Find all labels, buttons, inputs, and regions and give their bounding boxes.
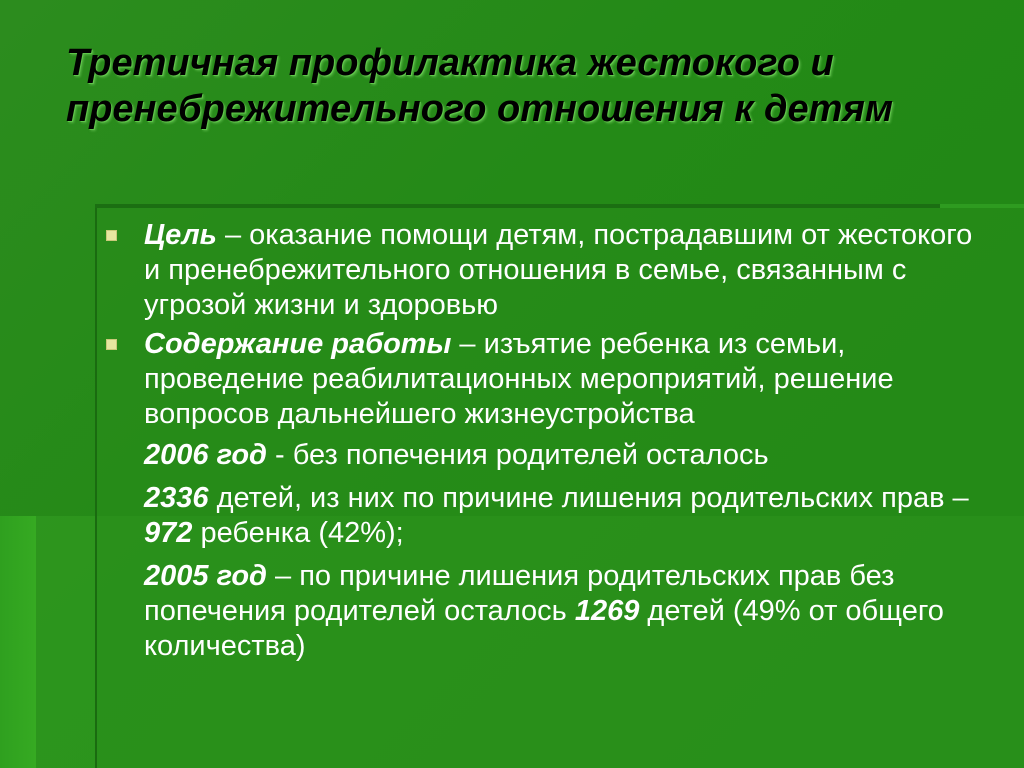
bullet-text: – оказание помощи детям, пострадавшим от жестокого и пренебрежительного отношения в семье, связанным с угрозой жизни и здоровью	[144, 219, 973, 321]
square-bullet-icon	[106, 230, 117, 241]
divider-line	[940, 204, 1024, 208]
slide-title: Третичная профилактика жестокого и пренебрежительного отношения к детям	[66, 42, 893, 130]
stat-text: детей, из них по причине лишения родительских прав –	[208, 482, 969, 514]
bullet-text: – изъятие ребенка из семьи, проведение реабилитационных мероприятий, решение вопросов дальнейшего жизнеустройства	[144, 328, 894, 430]
bullet-item-goal	[106, 218, 986, 323]
stat-count: 1269	[574, 595, 640, 627]
bullet-term: Цель	[144, 219, 217, 251]
stat-text: ребенка (42%);	[192, 517, 404, 549]
stat-text: детей (49% от общего количества)	[144, 595, 944, 662]
stat-count: 972	[144, 517, 193, 549]
divider-line	[95, 204, 940, 208]
stat-text: – по причине лишения родительских прав без попечения родителей осталось	[144, 560, 895, 627]
stat-year: 2006 год	[144, 439, 267, 471]
slide-body	[106, 218, 986, 672]
square-bullet-icon	[106, 339, 117, 350]
stat-year: 2005 год	[144, 560, 267, 592]
stat-paragraph-2005	[106, 559, 986, 664]
bullet-item-work-content	[106, 327, 986, 432]
bullet-term: Содержание работы	[144, 328, 452, 360]
stat-count: 2336	[144, 482, 209, 514]
stat-text: - без попечения родителей осталось	[266, 439, 769, 471]
stat-paragraph-2006	[106, 438, 986, 473]
decorative-panel	[0, 516, 36, 768]
stat-paragraph-2336	[106, 481, 986, 551]
